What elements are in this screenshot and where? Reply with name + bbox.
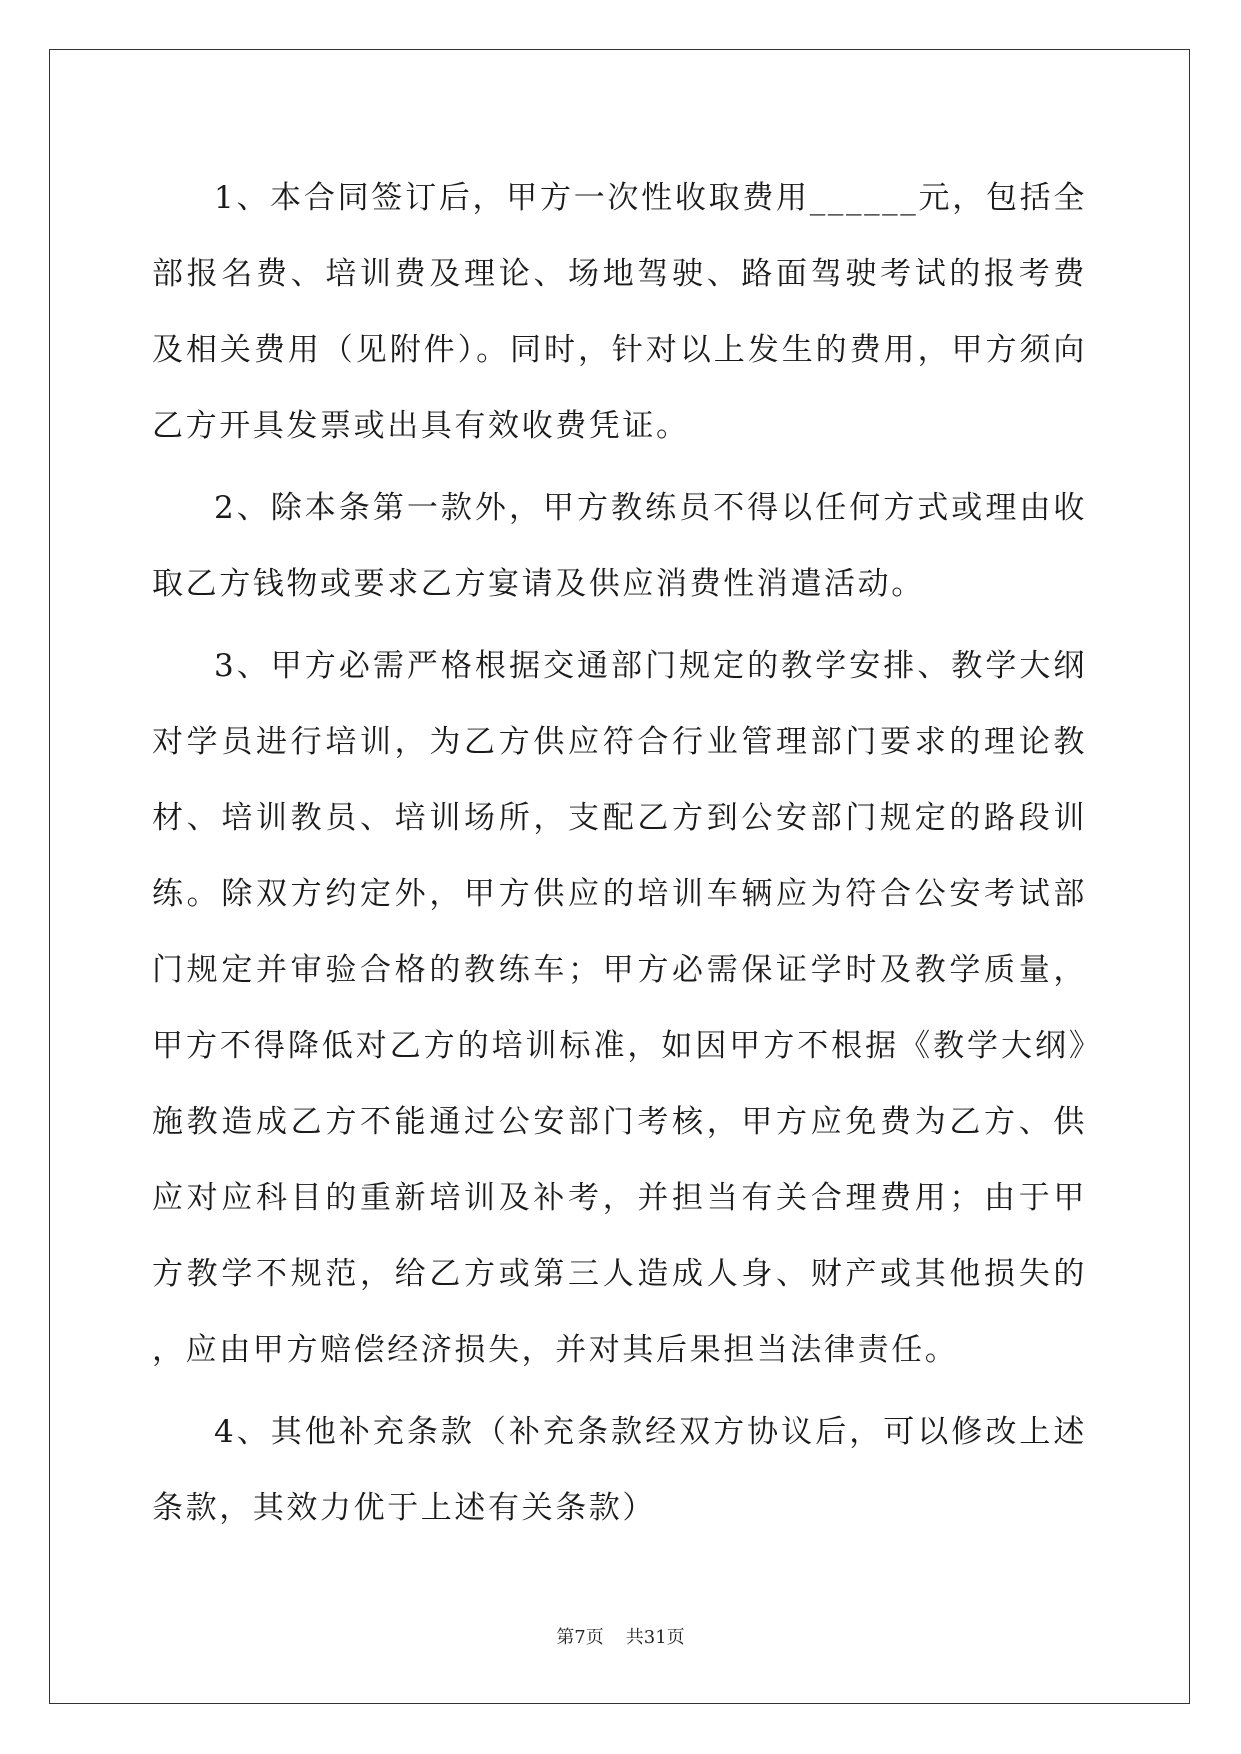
- paragraph-4: 4、其他补充条款（补充条款经双方协议后，可以修改上述条款，其效力优于上述有关条款）: [152, 1414, 1087, 1526]
- page-total: 共31页: [625, 1627, 685, 1648]
- document-body: [152, 160, 1087, 1552]
- paragraph-3: 3、甲方必需严格根据交通部门规定的教学安排、教学大纲对学员进行培训，为乙方供应符合行业管理部门要求的理论教材、培训教员、培训场所，支配乙方到公安部门规定的路段训练。除双方约定外，甲方供应的培训车辆应为符合公安考试部门规定并审验合格的教练车；甲方必需保证学时及教学质量，甲方不得降低对乙方的培训标准，如因甲方不根据《教学大纲》施教造成乙方不能通过公安部门考核，甲方应免费为乙方、供应对应科目的重新培训及补考，并担当有关合理费用；由于甲方教学不规范，给乙方或第三人造成人身、财产或其他损失的，应由甲方赔偿经济损失，并对其后果担当法律责任。: [152, 648, 1087, 1368]
- paragraph-1: 1、本合同签订后，甲方一次性收取费用______元，包括全部报名费、培训费及理论、场地驾驶、路面驾驶考试的报考费及相关费用（见附件）。同时，针对以上发生的费用，甲方须向乙方开具发票或出具有效收费凭证。: [152, 180, 1087, 444]
- page-number: 第7页: [556, 1627, 604, 1648]
- page-footer: [0, 1623, 1241, 1649]
- paragraph-2: 2、除本条第一款外，甲方教练员不得以任何方式或理由收取乙方钱物或要求乙方宴请及供应消费性消遣活动。: [152, 490, 1087, 602]
